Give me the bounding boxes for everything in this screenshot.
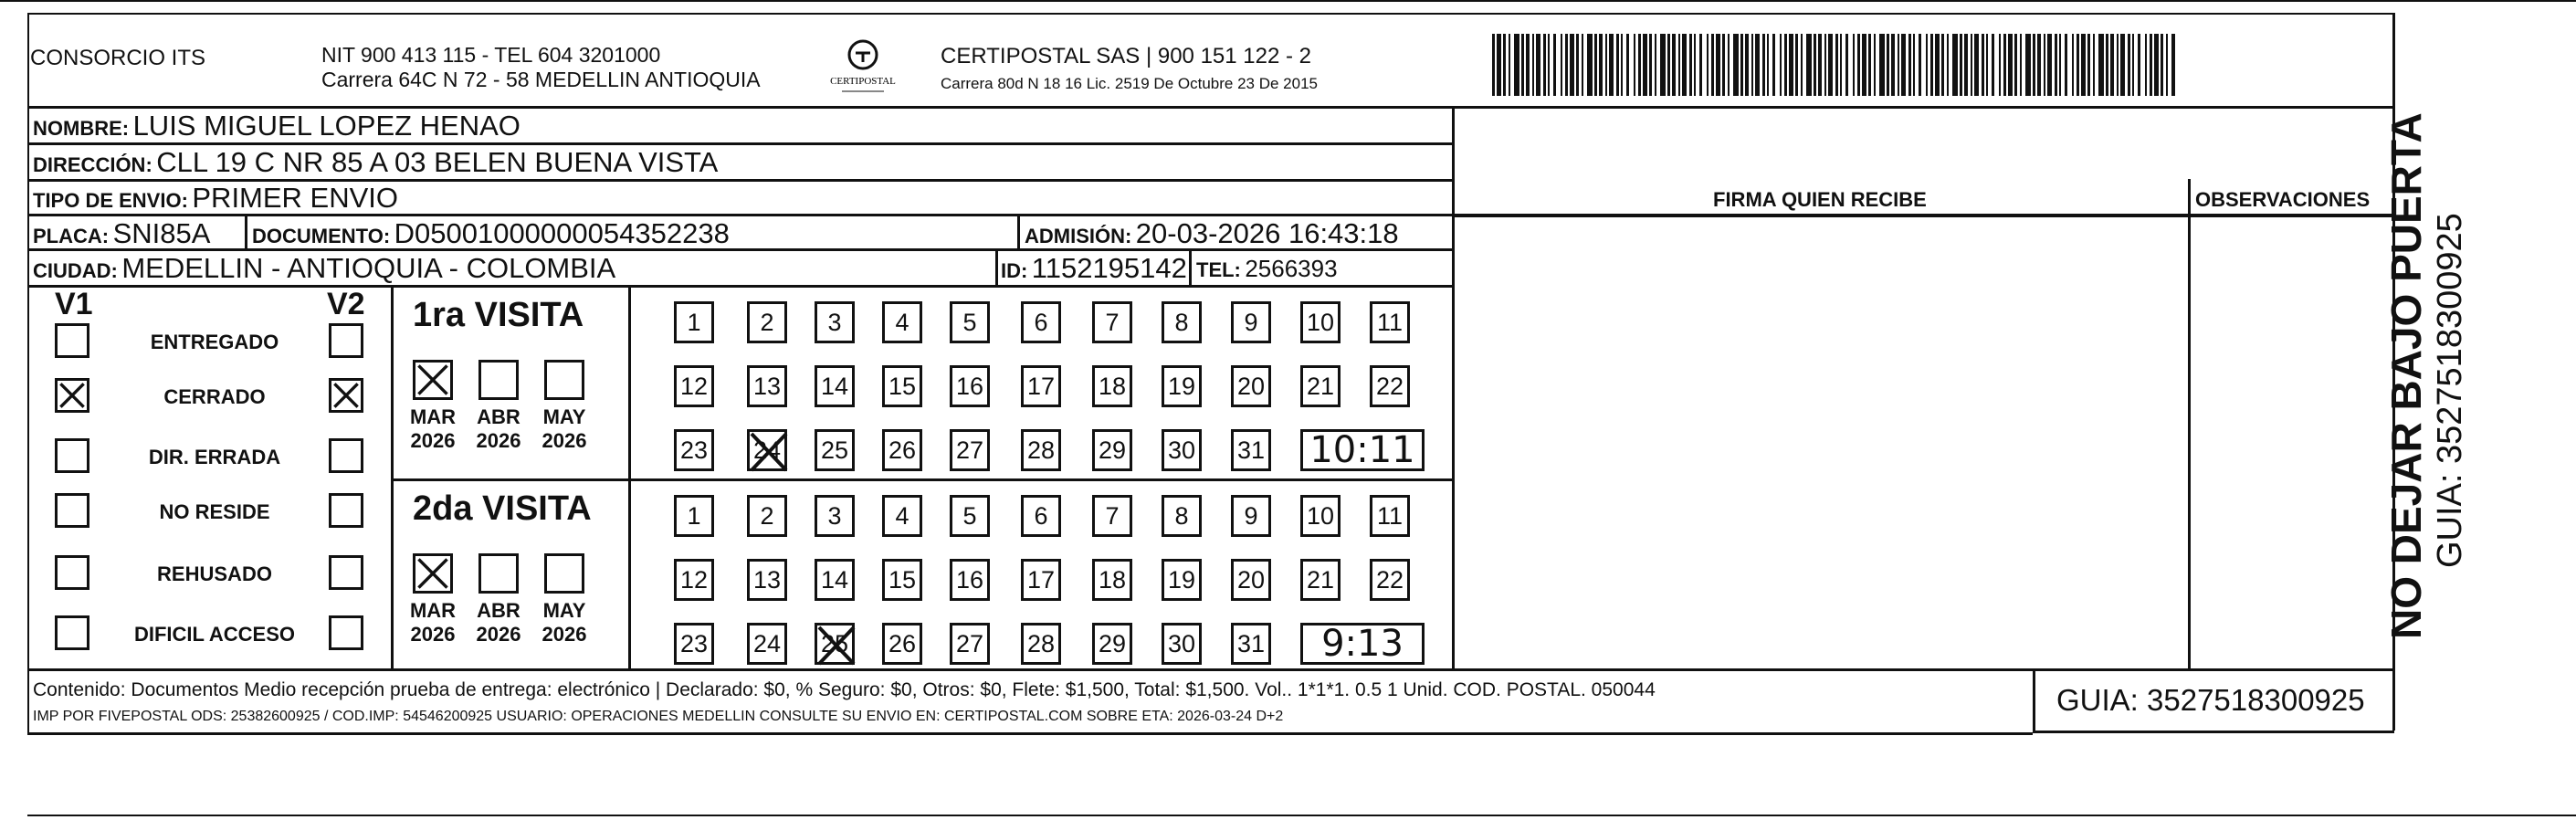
month-year: 2026: [410, 429, 456, 452]
shipping-label: TIPO DE ENVIO:: [33, 189, 188, 212]
day-box[interactable]: 20: [1231, 365, 1271, 407]
barcode-bar: [1974, 34, 1979, 96]
barcode-bar: [1982, 34, 1984, 96]
barcode-bar: [2098, 34, 2104, 96]
visit-month-label: [405, 599, 460, 647]
footer-guia: GUIA: 3527518300925: [2056, 683, 2365, 717]
day-box[interactable]: 16: [950, 365, 990, 407]
city-row: [33, 252, 615, 285]
plate-row: [33, 217, 210, 250]
barcode-bar: [1694, 34, 1696, 96]
plate-label: PLACA:: [33, 225, 110, 247]
day-box[interactable]: 12: [674, 559, 714, 601]
barcode-bar: [1532, 34, 1534, 96]
barcode-bar: [1789, 34, 1793, 96]
status-v1-checkbox[interactable]: [55, 378, 89, 413]
day-box[interactable]: 23: [674, 429, 714, 471]
city-value: MEDELLIN - ANTIOQUIA - COLOMBIA: [121, 252, 616, 284]
visit-month-checkbox[interactable]: [478, 553, 519, 594]
day-box[interactable]: 20: [1231, 559, 1271, 601]
courier-name: CERTIPOSTAL SAS | 900 151 122 - 2: [941, 44, 1311, 68]
barcode-bar: [1621, 34, 1623, 96]
address-label: DIRECCIÓN:: [33, 153, 152, 176]
barcode-bar: [2120, 34, 2125, 96]
barcode-bar: [1609, 34, 1614, 96]
day-box[interactable]: 16: [950, 559, 990, 601]
day-box[interactable]: 31: [1231, 429, 1271, 471]
day-box[interactable]: 21: [1300, 559, 1341, 601]
month-year: 2026: [410, 623, 456, 646]
barcode-bar: [2093, 34, 2095, 96]
barcode-bar: [2025, 34, 2031, 96]
visit-title: 2da VISITA: [413, 489, 592, 528]
barcode-bar: [1728, 34, 1730, 96]
address-row: [33, 146, 718, 179]
barcode-bar: [1751, 34, 1753, 96]
visit-month-label: [471, 599, 526, 647]
barcode-bar: [1711, 34, 1714, 96]
barcode-bar: [1514, 34, 1519, 96]
barcode-bar: [1543, 34, 1546, 96]
barcode-bar: [1868, 34, 1871, 96]
day-box[interactable]: 12: [674, 365, 714, 407]
x-mark-icon: [415, 363, 450, 397]
month-name: ABR: [477, 405, 520, 428]
day-box[interactable]: 24: [747, 429, 787, 471]
barcode-bar: [1626, 34, 1629, 96]
day-box[interactable]: 3: [815, 495, 855, 537]
barcode-bar: [1536, 34, 1540, 96]
barcode-bar: [1649, 34, 1652, 96]
day-box[interactable]: 6: [1021, 301, 1061, 343]
day-box[interactable]: 18: [1092, 559, 1132, 601]
visit-month-checkbox[interactable]: [413, 553, 453, 594]
barcode-bar: [1594, 34, 1597, 96]
visit-month-label: [537, 405, 592, 453]
barcode-bar: [2128, 34, 2130, 96]
barcode-bar: [1960, 34, 1962, 96]
barcode-bar: [1503, 34, 1506, 96]
name-row: [33, 110, 520, 142]
barcode-bar: [1964, 34, 1968, 96]
barcode-bar: [1952, 34, 1958, 96]
barcode-bar: [1795, 34, 1798, 96]
day-box[interactable]: 8: [1162, 495, 1202, 537]
day-box[interactable]: 8: [1162, 301, 1202, 343]
day-box[interactable]: 24: [747, 623, 787, 665]
status-v1-checkbox[interactable]: [55, 438, 89, 473]
side-warning: NO DEJAR BAJO PUERTA: [2382, 112, 2430, 639]
imp-line: IMP POR FIVEPOSTAL ODS: 25382600925 / COD.IMP: 54546200925 USUARIO: OPERACIONES MEDELLIN CONSULTE SU ENVIO EN: CERTIPOSTAL.COM SOBRE ETA: 2026-03-24 D+2: [33, 709, 1284, 724]
barcode-bar: [1828, 34, 1833, 96]
barcode-bar: [2033, 34, 2035, 96]
barcode-bar: [1672, 34, 1676, 96]
barcode-bar: [2117, 34, 2119, 96]
barcode-bar: [1780, 34, 1782, 96]
day-box[interactable]: 23: [674, 623, 714, 665]
barcode-bar: [1526, 34, 1530, 96]
barcode-bar: [2154, 34, 2159, 96]
month-year: 2026: [476, 429, 521, 452]
day-box[interactable]: 27: [950, 623, 990, 665]
barcode-bar: [2171, 34, 2175, 96]
barcode-bar: [2110, 34, 2114, 96]
barcode-bar: [1660, 34, 1666, 96]
day-box[interactable]: 15: [882, 559, 922, 601]
admission-label: ADMISIÓN:: [1025, 225, 1132, 247]
visit-month-label: [405, 405, 460, 453]
day-box[interactable]: 4: [882, 301, 922, 343]
status-v2-checkbox[interactable]: [329, 615, 363, 650]
recipient-address: CLL 19 C NR 85 A 03 BELEN BUENA VISTA: [156, 146, 719, 178]
barcode-bar: [1576, 34, 1579, 96]
city-label: CIUDAD:: [33, 259, 118, 282]
barcode-bar: [1733, 34, 1739, 96]
x-mark-icon: [331, 381, 361, 410]
day-box[interactable]: 6: [1021, 495, 1061, 537]
barcode-bar: [1908, 34, 1911, 96]
day-box[interactable]: 31: [1231, 623, 1271, 665]
visit-time[interactable]: 10:11: [1300, 429, 1425, 471]
document-label: DOCUMENTO:: [252, 225, 391, 247]
month-name: MAY: [542, 405, 586, 428]
day-box[interactable]: 27: [950, 429, 990, 471]
day-box[interactable]: 13: [747, 559, 787, 601]
day-box[interactable]: 7: [1092, 495, 1132, 537]
barcode: [1492, 34, 2177, 96]
status-v1-checkbox[interactable]: [55, 555, 89, 590]
day-box[interactable]: 21: [1300, 365, 1341, 407]
status-v1-checkbox[interactable]: [55, 323, 89, 358]
month-year: 2026: [541, 429, 587, 452]
day-box[interactable]: 2: [747, 495, 787, 537]
barcode-bar: [1699, 34, 1702, 96]
barcode-bar: [1992, 34, 1994, 96]
status-label: DIR. ERRADA: [148, 446, 281, 468]
barcode-bar: [2037, 34, 2041, 96]
x-mark-icon: [58, 381, 87, 410]
barcode-bar: [2008, 34, 2013, 96]
v2-label: V2: [327, 287, 365, 321]
visit-month-label: [537, 599, 592, 647]
barcode-bar: [2065, 34, 2067, 96]
visit-title: 1ra VISITA: [413, 296, 584, 334]
barcode-bar: [1824, 34, 1826, 96]
barcode-bar: [2087, 34, 2090, 96]
tel-row: [1196, 255, 1338, 283]
day-box[interactable]: 17: [1021, 365, 1061, 407]
recipient-name: LUIS MIGUEL LOPEZ HENAO: [132, 110, 520, 142]
visit-month-checkbox[interactable]: [413, 360, 453, 400]
status-v2-checkbox[interactable]: [329, 493, 363, 528]
status-label: REHUSADO: [157, 562, 272, 585]
month-name: MAR: [409, 405, 457, 428]
barcode-bar: [1605, 34, 1607, 96]
barcode-bar: [2132, 34, 2134, 96]
barcode-bar: [1857, 34, 1860, 96]
barcode-bar: [1784, 34, 1787, 96]
barcode-bar: [1913, 34, 1915, 96]
barcode-bar: [1716, 34, 1720, 96]
barcode-bar: [1492, 34, 1495, 96]
barcode-bar: [1755, 34, 1760, 96]
barcode-bar: [1891, 34, 1895, 96]
barcode-bar: [1561, 34, 1562, 96]
visit-time[interactable]: 9:13: [1300, 623, 1425, 665]
company-address: Carrera 64C N 72 - 58 MEDELLIN ANTIOQUIA: [321, 68, 761, 91]
barcode-bar: [1986, 34, 1988, 96]
day-box[interactable]: 29: [1092, 623, 1132, 665]
day-box[interactable]: 11: [1370, 301, 1410, 343]
barcode-bar: [2161, 34, 2163, 96]
barcode-bar: [2145, 34, 2147, 96]
day-box[interactable]: 14: [815, 365, 855, 407]
barcode-bar: [1926, 34, 1928, 96]
certipostal-logo: [827, 37, 899, 99]
day-box[interactable]: 22: [1370, 365, 1410, 407]
day-box[interactable]: 1: [674, 301, 714, 343]
day-box[interactable]: 9: [1231, 495, 1271, 537]
barcode-bar: [1801, 34, 1803, 96]
barcode-bar: [1840, 34, 1842, 96]
signature-column-header: FIRMA QUIEN RECIBE: [1713, 188, 1927, 211]
day-box[interactable]: 30: [1162, 429, 1202, 471]
barcode-bar: [1947, 34, 1949, 96]
barcode-bar: [1767, 34, 1769, 96]
day-box[interactable]: 10: [1300, 301, 1341, 343]
month-name: MAY: [542, 599, 586, 622]
status-v2-checkbox[interactable]: [329, 378, 363, 413]
barcode-bar: [1497, 34, 1501, 96]
company-nit: NIT 900 413 115 - TEL 604 3201000: [321, 43, 661, 67]
admission-value: 20-03-2026 16:43:18: [1135, 217, 1399, 249]
status-v2-checkbox[interactable]: [329, 555, 363, 590]
day-box[interactable]: 28: [1021, 429, 1061, 471]
status-label: CERRADO: [163, 385, 266, 408]
day-box[interactable]: 30: [1162, 623, 1202, 665]
barcode-bar: [2003, 34, 2006, 96]
barcode-bar: [2020, 34, 2022, 96]
tel-value: 2566393: [1245, 255, 1338, 282]
day-box[interactable]: 22: [1370, 559, 1410, 601]
barcode-bar: [1999, 34, 2001, 96]
day-box[interactable]: 2: [747, 301, 787, 343]
barcode-bar: [2150, 34, 2152, 96]
barcode-bar: [1887, 34, 1889, 96]
barcode-bar: [1745, 34, 1749, 96]
barcode-bar: [1599, 34, 1603, 96]
barcode-bar: [1853, 34, 1855, 96]
x-mark-icon: [415, 556, 450, 591]
barcode-bar: [1835, 34, 1838, 96]
status-v2-checkbox[interactable]: [329, 438, 363, 473]
day-box[interactable]: 17: [1021, 559, 1061, 601]
barcode-bar: [1845, 34, 1848, 96]
barcode-bar: [1570, 34, 1574, 96]
barcode-bar: [1634, 34, 1635, 96]
day-box[interactable]: 5: [950, 301, 990, 343]
content-line: Contenido: Documentos Medio recepción prueba de entrega: electrónico | Declarado: $0, % Seguro: $0, Otros: $0, Flete: $1,500, Total: $1,500. Vol.. 1*1*1. 0.5 1 Unid. COD. POSTAL. 050044: [33, 679, 1656, 700]
barcode-bar: [1587, 34, 1593, 96]
visit-month-checkbox[interactable]: [478, 360, 519, 400]
barcode-bar: [1874, 34, 1876, 96]
courier-address: Carrera 80d N 18 16 Lic. 2519 De Octubre 23 De 2015: [941, 75, 1318, 92]
barcode-bar: [1806, 34, 1812, 96]
day-box[interactable]: 25: [815, 623, 855, 665]
id-row: [1001, 252, 1187, 285]
barcode-bar: [1862, 34, 1866, 96]
day-box[interactable]: 5: [950, 495, 990, 537]
company-name: CONSORCIO ITS: [30, 46, 206, 70]
barcode-bar: [1682, 34, 1687, 96]
barcode-bar: [2072, 34, 2074, 96]
day-box[interactable]: 14: [815, 559, 855, 601]
day-box[interactable]: 10: [1300, 495, 1341, 537]
x-mark-icon: [814, 622, 859, 669]
barcode-bar: [2014, 34, 2017, 96]
barcode-bar: [1772, 34, 1775, 96]
month-year: 2026: [541, 623, 587, 646]
barcode-bar: [1762, 34, 1765, 96]
barcode-bar: [1582, 34, 1583, 96]
barcode-bar: [1509, 34, 1510, 96]
observations-column-header: OBSERVACIONES: [2195, 188, 2371, 211]
status-v2-checkbox[interactable]: [329, 323, 363, 358]
day-box[interactable]: 26: [882, 429, 922, 471]
day-box[interactable]: 9: [1231, 301, 1271, 343]
barcode-bar: [1521, 34, 1524, 96]
name-label: NOMBRE:: [33, 117, 130, 140]
barcode-bar: [1689, 34, 1692, 96]
day-box[interactable]: 28: [1021, 623, 1061, 665]
barcode-bar: [1935, 34, 1940, 96]
barcode-bar: [1643, 34, 1647, 96]
id-value: 1152195142: [1031, 252, 1187, 284]
barcode-bar: [2138, 34, 2140, 96]
barcode-bar: [2106, 34, 2108, 96]
day-box[interactable]: 26: [882, 623, 922, 665]
month-year: 2026: [476, 623, 521, 646]
day-box[interactable]: 4: [882, 495, 922, 537]
plate-value: SNI85A: [112, 217, 211, 249]
month-name: ABR: [477, 599, 520, 622]
barcode-bar: [2055, 34, 2057, 96]
day-box[interactable]: 11: [1370, 495, 1410, 537]
status-v1-checkbox[interactable]: [55, 615, 89, 650]
day-box[interactable]: 7: [1092, 301, 1132, 343]
day-box[interactable]: 15: [882, 365, 922, 407]
v1-label: V1: [55, 287, 93, 321]
barcode-bar: [1971, 34, 1972, 96]
barcode-bar: [1879, 34, 1885, 96]
day-box[interactable]: 29: [1092, 429, 1132, 471]
barcode-bar: [1548, 34, 1550, 96]
document-value: D05001000000054352238: [394, 217, 730, 249]
document-row: [252, 217, 730, 250]
barcode-bar: [1740, 34, 1743, 96]
id-label: ID:: [1001, 259, 1028, 282]
tel-label: TEL:: [1196, 258, 1241, 281]
barcode-bar: [1901, 34, 1906, 96]
barcode-bar: [2077, 34, 2079, 96]
shipping-row: [33, 182, 398, 215]
day-box[interactable]: 25: [815, 429, 855, 471]
barcode-bar: [1565, 34, 1568, 96]
x-mark-icon: [746, 428, 792, 476]
barcode-bar: [1707, 34, 1709, 96]
barcode-bar: [2166, 34, 2168, 96]
shipping-type: PRIMER ENVIO: [192, 182, 399, 214]
barcode-bar: [2044, 34, 2045, 96]
status-label: NO RESIDE: [159, 500, 270, 523]
barcode-bar: [1919, 34, 1921, 96]
status-v1-checkbox[interactable]: [55, 493, 89, 528]
barcode-bar: [2047, 34, 2052, 96]
barcode-bar: [2059, 34, 2061, 96]
barcode-bar: [1655, 34, 1656, 96]
barcode-bar: [1930, 34, 1933, 96]
barcode-bar: [1941, 34, 1944, 96]
day-box[interactable]: 18: [1092, 365, 1132, 407]
barcode-bar: [1638, 34, 1641, 96]
status-label: ENTREGADO: [150, 331, 279, 353]
barcode-bar: [1814, 34, 1816, 96]
month-name: MAR: [409, 599, 457, 622]
barcode-bar: [1667, 34, 1670, 96]
day-box[interactable]: 3: [815, 301, 855, 343]
barcode-bar: [1722, 34, 1725, 96]
side-guia: GUIA: 3527518300925: [2431, 213, 2469, 568]
visit-month-label: [471, 405, 526, 453]
admission-row: [1025, 217, 1399, 250]
barcode-bar: [1678, 34, 1680, 96]
day-box[interactable]: 19: [1162, 559, 1202, 601]
day-box[interactable]: 13: [747, 365, 787, 407]
barcode-bar: [1553, 34, 1556, 96]
barcode-bar: [1616, 34, 1619, 96]
logo-text: CERTIPOSTAL: [830, 76, 896, 87]
day-box[interactable]: 19: [1162, 365, 1202, 407]
visit-month-checkbox[interactable]: [544, 360, 584, 400]
status-label: DIFICIL ACCESO: [133, 623, 295, 646]
day-box[interactable]: 1: [674, 495, 714, 537]
barcode-bar: [1818, 34, 1822, 96]
barcode-bar: [1898, 34, 1899, 96]
barcode-bar: [2081, 34, 2086, 96]
visit-month-checkbox[interactable]: [544, 553, 584, 594]
